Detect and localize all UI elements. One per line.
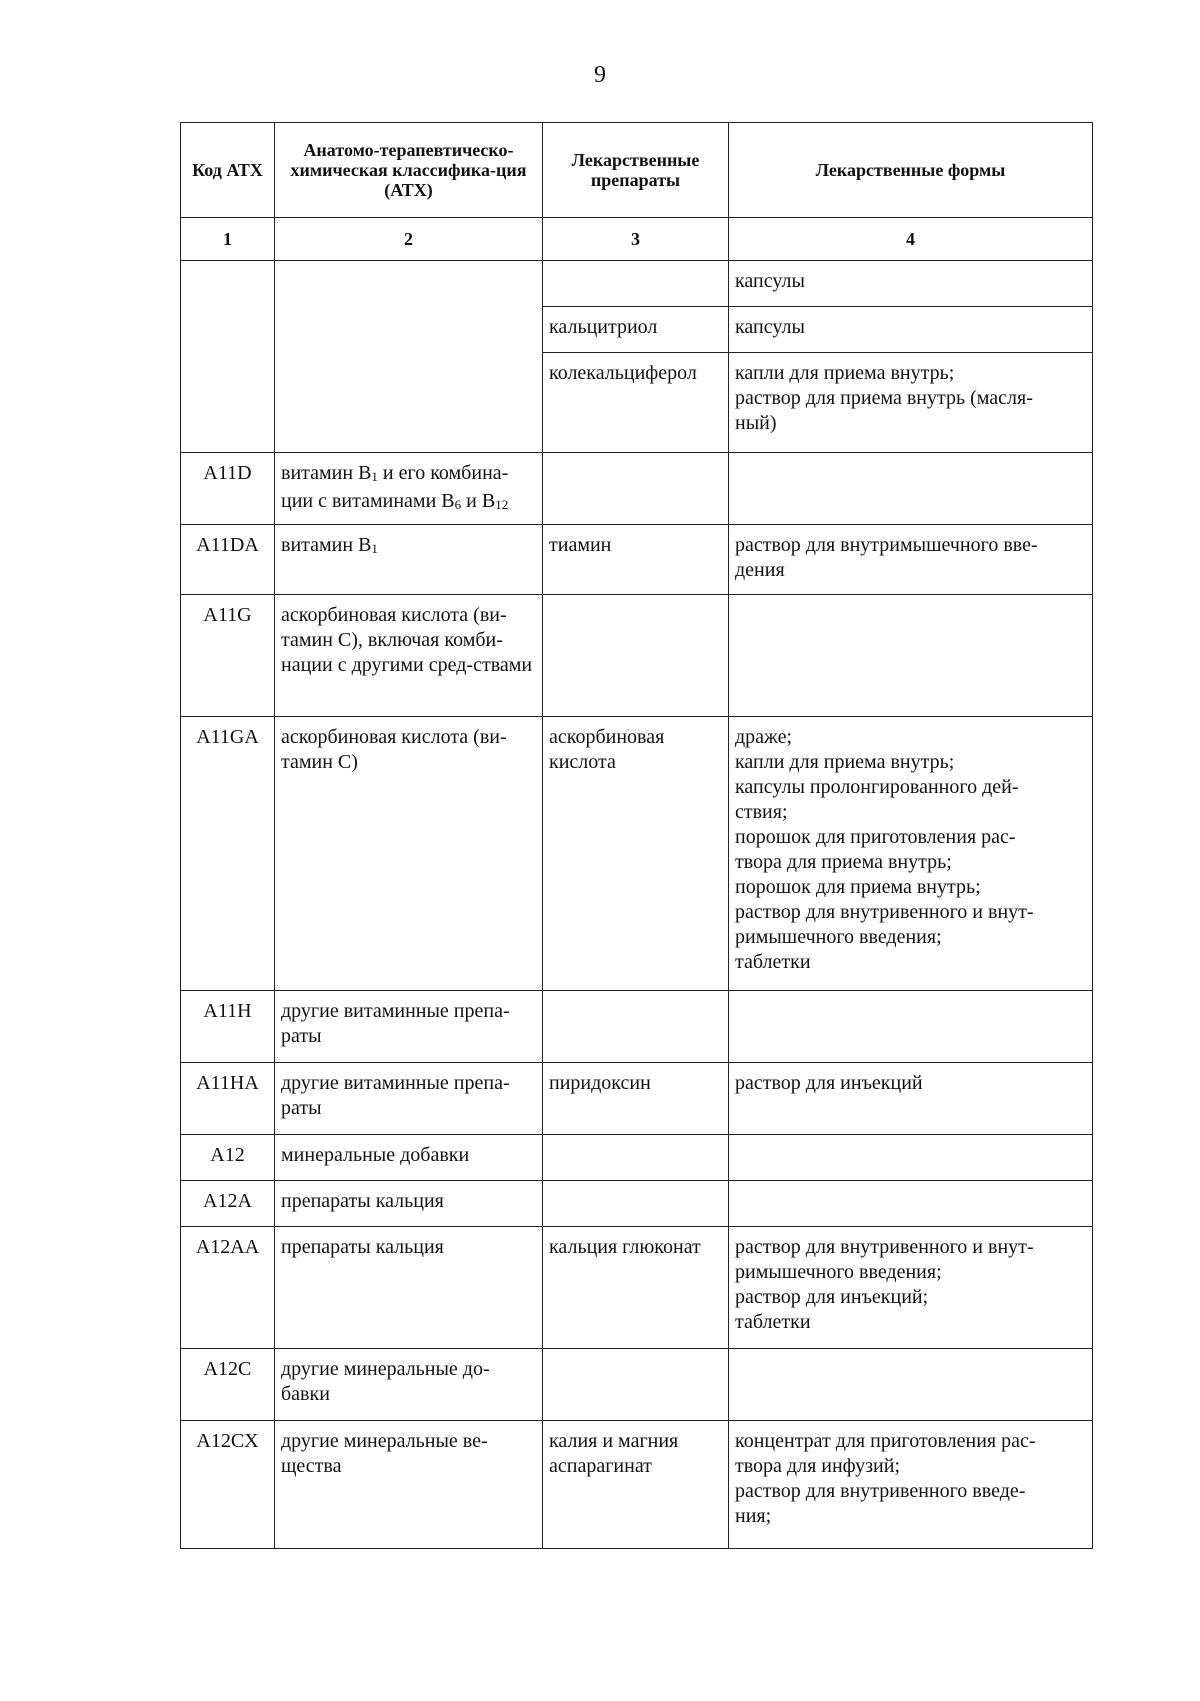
table-row	[181, 525, 1093, 595]
code-cell: A12C	[181, 1349, 275, 1421]
column-number: 1	[181, 218, 275, 261]
classification-cell: другие минеральные до-бавки	[275, 1349, 543, 1421]
code-cell: A11GA	[181, 717, 275, 991]
drug-cell	[543, 453, 729, 525]
drug-cell: колекальциферол	[543, 353, 729, 453]
forms-cell: раствор для внутримышечного вве- дения	[729, 525, 1093, 595]
drug-cell	[543, 1181, 729, 1227]
classification-cell: другие витаминные препа-раты	[275, 1063, 543, 1135]
column-number: 4	[729, 218, 1093, 261]
drug-cell	[543, 1135, 729, 1181]
table-row	[181, 261, 1093, 307]
column-number-row	[181, 218, 1093, 261]
table-row	[181, 1227, 1093, 1349]
header-drugs: Лекарственные препараты	[543, 123, 729, 218]
drug-cell	[543, 991, 729, 1063]
code-cell	[181, 261, 275, 453]
forms-cell: концентрат для приготовления рас- твора для инфузий; раствор для внутривенного введе- ния;	[729, 1421, 1093, 1549]
table-row	[181, 1349, 1093, 1421]
drug-cell: кальцитриол	[543, 307, 729, 353]
classification-cell: минеральные добавки	[275, 1135, 543, 1181]
table-row	[181, 595, 1093, 717]
forms-cell: капсулы	[729, 261, 1093, 307]
forms-cell	[729, 1135, 1093, 1181]
subscript: 1	[371, 469, 378, 484]
drug-cell: кальция глюконат	[543, 1227, 729, 1349]
class-text: витамин B	[281, 534, 372, 556]
classification-cell	[275, 453, 543, 525]
subscript: 1	[371, 541, 378, 556]
table-row	[181, 1421, 1093, 1549]
classification-cell: другие витаминные препа-раты	[275, 991, 543, 1063]
drug-cell: тиамин	[543, 525, 729, 595]
table-row	[181, 1063, 1093, 1135]
table-row	[181, 453, 1093, 525]
subscript: 6	[454, 497, 462, 512]
table-row	[181, 717, 1093, 991]
page-number: 9	[594, 62, 606, 88]
drug-cell	[543, 261, 729, 307]
column-number: 3	[543, 218, 729, 261]
forms-cell: драже; капли для приема внутрь; капсулы пролонгированного дей- ствия; порошок для приготовления рас- твора для приема внутрь; порошок для приема внутрь; раствор для внутривенного и внут- римышечного введения; таблетки	[729, 717, 1093, 991]
forms-cell: раствор для инъекций	[729, 1063, 1093, 1135]
code-cell: A12A	[181, 1181, 275, 1227]
classification-cell: препараты кальция	[275, 1227, 543, 1349]
forms-cell	[729, 1349, 1093, 1421]
column-number: 2	[275, 218, 543, 261]
table-row	[181, 991, 1093, 1063]
atx-table	[180, 122, 1093, 1549]
table-row	[181, 1135, 1093, 1181]
class-text: и его комбина-ции с витаминами B	[281, 462, 509, 512]
classification-cell: препараты кальция	[275, 1181, 543, 1227]
forms-cell: капли для приема внутрь; раствор для приема внутрь (масля- ный)	[729, 353, 1093, 453]
drug-cell	[543, 1349, 729, 1421]
header-code: Код АТХ	[181, 123, 275, 218]
code-cell: A11HA	[181, 1063, 275, 1135]
header-forms: Лекарственные формы	[729, 123, 1093, 218]
subscript: 12	[495, 497, 509, 512]
forms-cell	[729, 1181, 1093, 1227]
code-cell: A11D	[181, 453, 275, 525]
class-text: и B	[461, 490, 496, 512]
forms-cell	[729, 595, 1093, 717]
drug-cell: калия и магния аспарагинат	[543, 1421, 729, 1549]
header-row	[181, 123, 1093, 218]
classification-cell	[275, 261, 543, 453]
code-cell: A11H	[181, 991, 275, 1063]
code-cell: A12AA	[181, 1227, 275, 1349]
forms-cell	[729, 453, 1093, 525]
classification-cell	[275, 525, 543, 595]
classification-cell: другие минеральные ве-щества	[275, 1421, 543, 1549]
classification-cell: аскорбиновая кислота (ви-тамин С)	[275, 717, 543, 991]
class-text: витамин B	[281, 462, 372, 484]
classification-cell: аскорбиновая кислота (ви-тамин С), включая комби-нации с другими сред-ствами	[275, 595, 543, 717]
forms-cell: капсулы	[729, 307, 1093, 353]
code-cell: A12	[181, 1135, 275, 1181]
drug-cell	[543, 595, 729, 717]
table-row	[181, 1181, 1093, 1227]
drug-cell: пиридоксин	[543, 1063, 729, 1135]
forms-cell	[729, 991, 1093, 1063]
code-cell: A11DA	[181, 525, 275, 595]
drug-cell: аскорбиновая кислота	[543, 717, 729, 991]
forms-cell: раствор для внутривенного и внут- римышечного введения; раствор для инъекций; таблетки	[729, 1227, 1093, 1349]
header-classification: Анатомо-терапевтическо-химическая классифика-ция (АТХ)	[275, 123, 543, 218]
code-cell: A11G	[181, 595, 275, 717]
code-cell: A12CX	[181, 1421, 275, 1549]
